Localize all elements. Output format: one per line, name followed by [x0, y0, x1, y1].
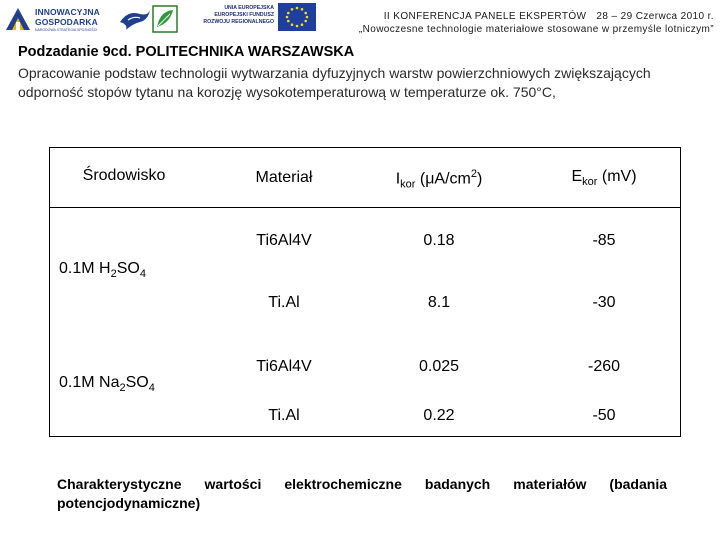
cell-material: Ti6Al4V — [256, 358, 312, 375]
environment-h2so4 — [59, 260, 209, 280]
leaf-logo-icon — [152, 5, 178, 33]
ikor-symbol: I — [395, 170, 401, 188]
env-text: SO — [116, 260, 140, 277]
header-divider — [49, 207, 681, 208]
table-caption: Charakterystyczne wartości elektrochemiczne badanych materiałów (badania potencjodynamiczne) — [57, 476, 667, 511]
env-subscript: 4 — [148, 382, 155, 395]
cell-ikor: 0.18 — [423, 232, 455, 249]
cell-ikor: 0.22 — [423, 407, 455, 424]
cell-material: Ti.Al — [268, 294, 300, 311]
eu-line3: ROZWOJU REGIONALNEGO — [203, 19, 274, 25]
cell-material: Ti6Al4V — [256, 232, 312, 249]
cell-ekor: -260 — [587, 358, 621, 375]
innowacyjna-gospodarka-logo — [4, 2, 116, 36]
env-text: 0.1M Na — [59, 374, 120, 391]
header-ekor — [529, 168, 679, 188]
logo-line3: NARODOWA STRATEGIA SPÓJNOŚCI — [35, 28, 98, 32]
conference-title: II KONFERENCJA PANELE EKSPERTÓW — [383, 11, 587, 22]
eu-line1: UNIA EUROPEJSKA — [224, 5, 274, 11]
eu-flag-icon — [278, 3, 316, 31]
description-paragraph: Opracowanie podstaw technologii wytwarzania dyfuzyjnych warstw powierzchniowych zwiększających odporność stopów tytanu na korozję wysokotemperaturową w temperaturze ok. 750°C, — [18, 65, 651, 100]
cell-ekor: -30 — [592, 294, 616, 311]
ikor-superscript: 2 — [470, 168, 477, 180]
eu-line2: EUROPEJSKI FUNDUSZ — [214, 12, 274, 18]
ekor-unit: (mV) — [597, 168, 637, 185]
cell-ekor: -85 — [592, 232, 616, 249]
header-material: Materiał — [255, 169, 313, 186]
cell-ikor: 8.1 — [427, 294, 451, 311]
ekor-subscript: kor — [582, 176, 598, 189]
slide-header — [0, 0, 720, 42]
environment-na2so4 — [59, 374, 209, 394]
logo-line1: INNOWACYJNA — [35, 7, 100, 17]
conference-info — [334, 10, 714, 36]
cell-ikor: 0.025 — [418, 358, 460, 375]
logo-line2: GOSPODARKA — [35, 17, 98, 27]
header-ikor — [364, 168, 514, 191]
ekor-symbol: E — [571, 168, 583, 185]
eu-fund-text — [196, 5, 274, 26]
cell-material: Ti.Al — [268, 407, 300, 424]
innowacyjna-gospodarka-icon — [4, 6, 32, 32]
conference-subtitle: „Nowoczesne technologie materiałowe stosowane w przemyśle lotniczym” — [358, 24, 714, 35]
section-subtitle: Podzadanie 9cd. POLITECHNIKA WARSZAWSKA — [18, 44, 355, 60]
ikor-subscript: kor — [400, 178, 416, 191]
conference-date: 28 – 29 Czerwca 2010 r. — [596, 11, 714, 22]
env-text: 0.1M H — [59, 260, 111, 277]
env-subscript: 2 — [119, 382, 126, 395]
header-environment: Środowisko — [82, 167, 166, 184]
cell-ekor: -50 — [592, 407, 616, 424]
env-text: SO — [125, 374, 149, 391]
ikor-unit: (μA/cm — [415, 170, 471, 188]
env-subscript: 2 — [110, 268, 117, 281]
ikor-close: ) — [476, 170, 483, 188]
results-table — [49, 147, 681, 437]
env-subscript: 4 — [139, 268, 146, 281]
bird-logo-icon — [118, 4, 152, 34]
